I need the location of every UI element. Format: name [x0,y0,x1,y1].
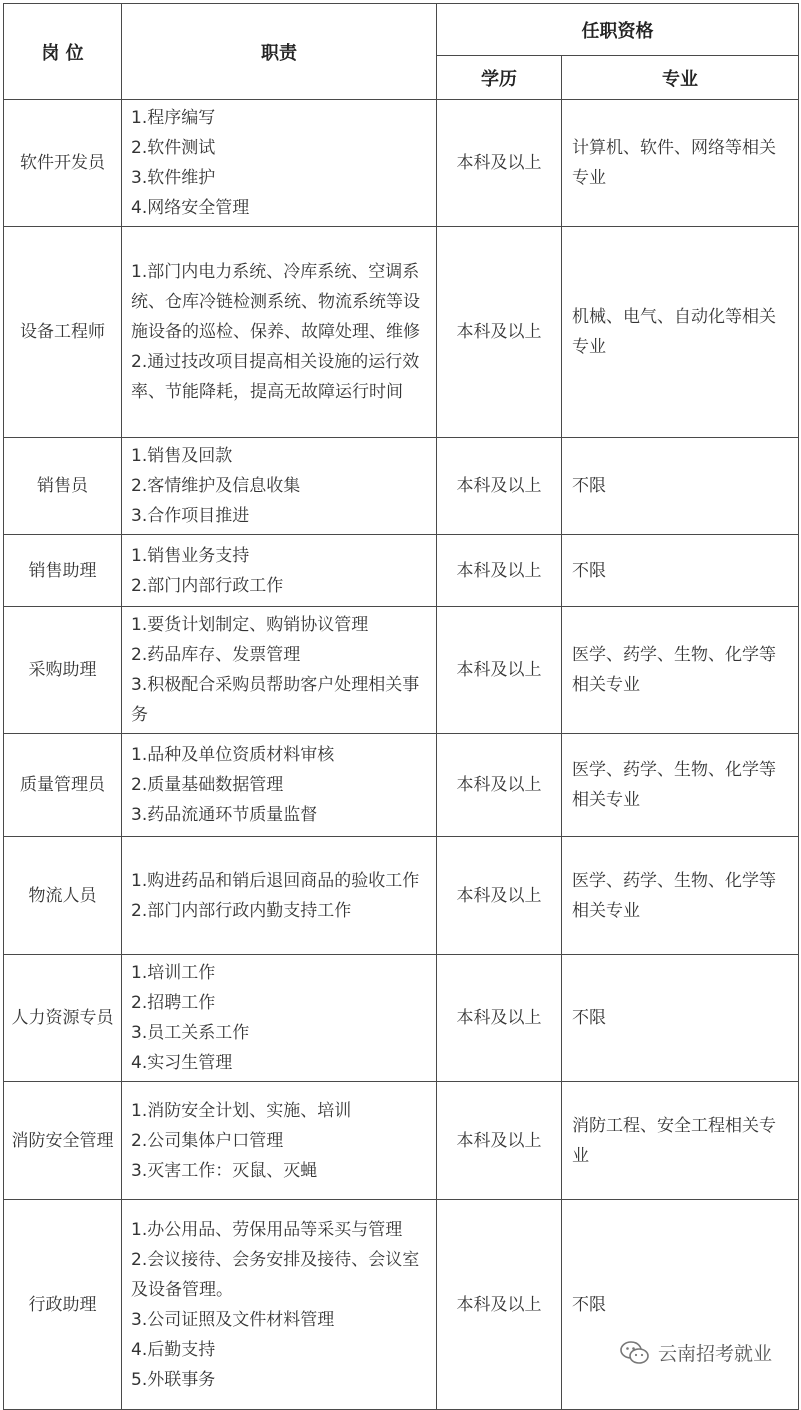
wechat-icon [620,1340,650,1366]
education-cell: 本科及以上 [437,227,562,438]
watermark [620,1339,772,1366]
duty-item: 5.外联事务 [131,1369,216,1390]
education-cell: 本科及以上 [437,1200,562,1410]
table-row [4,607,799,734]
table-row [4,1082,799,1200]
education-cell: 本科及以上 [437,100,562,227]
duty-item: 4.网络安全管理 [131,198,250,218]
post-cell: 采购助理 [4,607,122,734]
post-cell: 软件开发员 [4,100,122,227]
duty-item: 2.招聘工作 [131,993,216,1013]
education-cell: 本科及以上 [437,535,562,607]
post-cell: 销售助理 [4,535,122,607]
major-cell: 医学、药学、生物、化学等相关专业 [562,607,799,734]
post-cell: 质量管理员 [4,734,122,837]
duty-item: 2.客情维护及信息收集 [131,476,301,496]
header-duty: 职责 [122,4,437,100]
post-cell: 行政助理 [4,1200,122,1410]
duty-item: 1.消防安全计划、实施、培训 [131,1100,352,1121]
duty-cell [122,1200,437,1410]
duty-cell [122,100,437,227]
table-row [4,535,799,607]
duty-item: 3.药品流通环节质量监督 [131,805,318,825]
major-cell: 计算机、软件、网络等相关专业 [562,100,799,227]
duty-item: 3.员工关系工作 [131,1023,250,1043]
duty-item: 2.药品库存、发票管理 [131,645,301,665]
duty-item: 2.软件测试 [131,138,216,158]
major-cell: 医学、药学、生物、化学等相关专业 [562,837,799,955]
duty-cell [122,734,437,837]
duty-item: 1.销售业务支持 [131,545,250,566]
table-row [4,1200,799,1410]
duty-item: 1.培训工作 [131,963,216,983]
education-cell: 本科及以上 [437,955,562,1082]
table-row [4,227,799,438]
post-cell: 销售员 [4,438,122,535]
post-cell: 消防安全管理 [4,1082,122,1200]
major-cell: 医学、药学、生物、化学等相关专业 [562,734,799,837]
education-cell: 本科及以上 [437,837,562,955]
duty-cell [122,227,437,438]
duty-item: 2.公司集体户口管理 [131,1130,284,1151]
duty-cell [122,438,437,535]
duty-item: 1.办公用品、劳保用品等采买与管理 [131,1219,403,1240]
duty-item: 4.实习生管理 [131,1053,233,1073]
education-cell: 本科及以上 [437,1082,562,1200]
post-cell: 人力资源专员 [4,955,122,1082]
header-major: 专业 [562,56,799,100]
duty-cell [122,955,437,1082]
duty-item: 1.程序编写 [131,108,216,128]
table-row [4,955,799,1082]
duty-item: 2.通过技改项目提高相关设施的运行效率、节能降耗，提高无故障运行时间 [131,352,420,402]
duty-cell [122,1082,437,1200]
duty-item: 1.部门内电力系统、冷库系统、空调系统、仓库冷链检测系统、物流系统等设施设备的巡检、保养、故障处理、维修 [131,262,420,342]
duty-item: 3.灭害工作：灭鼠、灭蝇 [131,1160,318,1181]
table-row [4,100,799,227]
duty-item: 2.会议接待、会务安排及接待、会议室及设备管理。 [131,1249,420,1300]
duty-item: 1.品种及单位资质材料审核 [131,745,335,765]
duty-item: 1.购进药品和销后退回商品的验收工作 [131,870,420,891]
header-education: 学历 [437,56,562,100]
duty-cell [122,607,437,734]
education-cell: 本科及以上 [437,607,562,734]
post-cell: 物流人员 [4,837,122,955]
duty-item: 3.积极配合采购员帮助客户处理相关事务 [131,675,420,725]
major-cell: 机械、电气、自动化等相关专业 [562,227,799,438]
education-cell: 本科及以上 [437,734,562,837]
post-cell: 设备工程师 [4,227,122,438]
table-header [4,4,799,100]
education-cell: 本科及以上 [437,438,562,535]
watermark-text: 云南招考就业 [658,1343,773,1365]
table-row [4,734,799,837]
header-post: 岗 位 [4,4,122,100]
duty-cell [122,535,437,607]
duty-item: 1.要货计划制定、购销协议管理 [131,615,369,635]
header-qualification: 任职资格 [437,4,799,56]
duty-item: 1.销售及回款 [131,446,233,466]
duty-item: 3.软件维护 [131,168,216,188]
major-cell: 不限 [562,535,799,607]
major-cell: 不限 [562,955,799,1082]
duty-item: 4.后勤支持 [131,1339,216,1360]
table-row [4,837,799,955]
duty-item: 2.质量基础数据管理 [131,775,284,795]
major-cell: 消防工程、安全工程相关专业 [562,1082,799,1200]
duty-cell [122,837,437,955]
duty-item: 3.合作项目推进 [131,506,250,526]
major-cell: 不限 [562,1200,799,1410]
table-body [4,100,799,1410]
duty-item: 3.公司证照及文件材料管理 [131,1309,335,1330]
job-table [3,3,799,1410]
duty-item: 2.部门内部行政工作 [131,575,284,596]
major-cell: 不限 [562,438,799,535]
duty-item: 2.部门内部行政内勤支持工作 [131,900,352,921]
table-row [4,438,799,535]
